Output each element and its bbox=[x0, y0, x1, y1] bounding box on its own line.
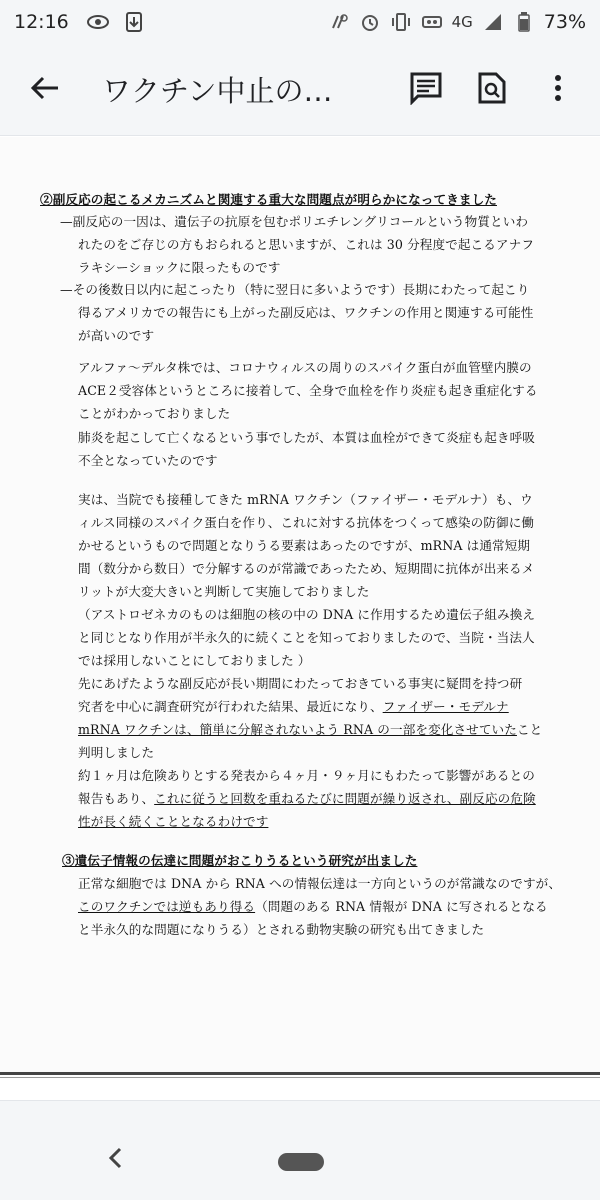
arrow-back-icon bbox=[30, 75, 60, 105]
text-line: —その後数日以内に起こったり（特に翌日に多いようです）長期にわたって起こり bbox=[60, 282, 530, 297]
vibrate-icon bbox=[390, 11, 412, 33]
underlined-segment: mRNA ワクチンは、簡単に分解されないよう RNA の一部を変化させていた bbox=[78, 722, 517, 737]
text-line: （アストロゼネカのものは細胞の核の中の DNA に作用するため遺伝子組み換え bbox=[78, 607, 536, 622]
text-line: アルファ〜デルタ株では、コロナウィルスの周りのスパイク蛋白が血管壁内膜の bbox=[78, 360, 532, 375]
text-line: リットが大変大きいと判断して実施しておりました bbox=[78, 584, 370, 599]
text-line: —副反応の一因は、遺伝子の抗原を包むポリエチレングリコールという物質といわ bbox=[60, 214, 529, 229]
cast-icon bbox=[421, 11, 443, 33]
signal-icon bbox=[482, 11, 504, 33]
text-line: ラキシーショックに限ったものです bbox=[78, 260, 281, 275]
status-time: 12:16 bbox=[14, 11, 69, 33]
nav-back-button[interactable] bbox=[100, 1145, 130, 1175]
battery-percent: 73% bbox=[543, 11, 586, 33]
section-3-heading: ③遺伝子情報の伝達に問題がおこりうるという研究が出ました bbox=[62, 853, 418, 868]
find-in-page-icon bbox=[477, 71, 507, 109]
text-line: 間（数分から数日）で分解するのが常識であったため、短期間に抗体が出来るメ bbox=[78, 561, 535, 576]
chevron-left-icon bbox=[108, 1147, 122, 1173]
more-vert-icon bbox=[554, 74, 562, 106]
alarm-icon bbox=[359, 11, 381, 33]
text-segment: 報告もあり、 bbox=[78, 791, 155, 806]
text-segment: こと bbox=[516, 722, 543, 737]
text-line: 不全となっていたのです bbox=[78, 453, 218, 468]
comment-button[interactable] bbox=[404, 68, 448, 112]
download-icon bbox=[123, 11, 145, 33]
page-edge-shadow bbox=[0, 1077, 600, 1078]
text-line: と半永久的な問題になりうる）とされる動物実験の研究も出てきました bbox=[78, 922, 485, 937]
text-line: ィルス同様のスパイク蛋白を作り、これに対する抗体をつくって感染の防御に働 bbox=[78, 515, 535, 530]
text-line-mixed bbox=[78, 719, 542, 742]
text-line: 先にあげたような副反応が長い期間にわたっておきている事実に疑問を持つ研 bbox=[78, 676, 523, 691]
underlined-line: 性が長く続くこととなるわけです bbox=[78, 814, 269, 829]
text-segment: 究者を中心に調査研究が行われた結果、最近になり、 bbox=[78, 699, 383, 714]
navigation-bar bbox=[0, 1100, 600, 1200]
home-pill-button[interactable] bbox=[278, 1153, 324, 1171]
text-line-mixed bbox=[78, 788, 536, 811]
document-page bbox=[0, 137, 600, 1072]
comment-icon bbox=[409, 71, 443, 109]
document-title: ワクチン中止の… bbox=[102, 74, 333, 108]
text-line: と同じとなり作用が半永久的に続くことを知っておりましたので、当院・当法人 bbox=[78, 630, 535, 645]
text-line: かせるというもので問題となりうる要素はあったのですが、mRNA は通常短期 bbox=[78, 538, 531, 553]
eye-icon bbox=[87, 11, 109, 33]
text-line: ACE２受容体というところに接着して、全身で血栓を作り炎症も起き重症化する bbox=[78, 383, 538, 398]
more-options-button[interactable] bbox=[536, 68, 580, 112]
back-button[interactable] bbox=[10, 55, 80, 125]
text-line: 得るアメリカでの報告にも上がった副反応は、ワクチンの作用と関連する可能性 bbox=[78, 305, 534, 320]
status-bar bbox=[0, 0, 600, 44]
section-2-heading: ②副反応の起こるメカニズムと関連する重大な問題点が明らかになってきました bbox=[40, 192, 497, 207]
text-line: れたのをご存じの方もおられると思いますが、これは 30 分程度で起こるアナフ bbox=[78, 237, 535, 252]
text-line: ことがわかっておりました bbox=[78, 406, 231, 421]
text-segment: （問題のある RNA 情報が DNA に写されるとなる bbox=[255, 899, 548, 914]
text-line: では採用しないことにしておりました ） bbox=[78, 653, 311, 668]
text-line: 肺炎を起こして亡くなるという事でしたが、本質は血栓ができて炎症も起き呼吸 bbox=[78, 430, 535, 445]
find-in-page-button[interactable] bbox=[470, 68, 514, 112]
underlined-segment: これに従うと回数を重ねるたびに問題が繰り返され、副反応の危険 bbox=[154, 791, 536, 806]
text-line-mixed bbox=[78, 696, 509, 719]
network-type: 4G bbox=[451, 13, 473, 31]
battery-icon bbox=[513, 11, 535, 33]
text-line-mixed bbox=[78, 896, 548, 919]
page-edge bbox=[0, 1072, 600, 1075]
underlined-segment: ファイザー・モデルナ bbox=[382, 699, 509, 714]
underlined-segment: このワクチンでは逆もあり得る bbox=[78, 899, 256, 914]
text-line: 判明しました bbox=[78, 745, 155, 760]
text-line: 正常な細胞では DNA から RNA への情報伝達は一方向というのが常識なのですが、 bbox=[78, 876, 562, 891]
text-line: 実は、当院でも接種してきた mRNA ワクチン（ファイザー・モデルナ）も、ウ bbox=[78, 492, 533, 507]
app-bar bbox=[0, 44, 600, 136]
text-line: 約１ヶ月は危険ありとする発表から４ヶ月・９ヶ月にもわたって影響があるとの bbox=[78, 768, 535, 783]
nfc-icon bbox=[328, 11, 350, 33]
text-line: が高いのです bbox=[78, 328, 155, 343]
